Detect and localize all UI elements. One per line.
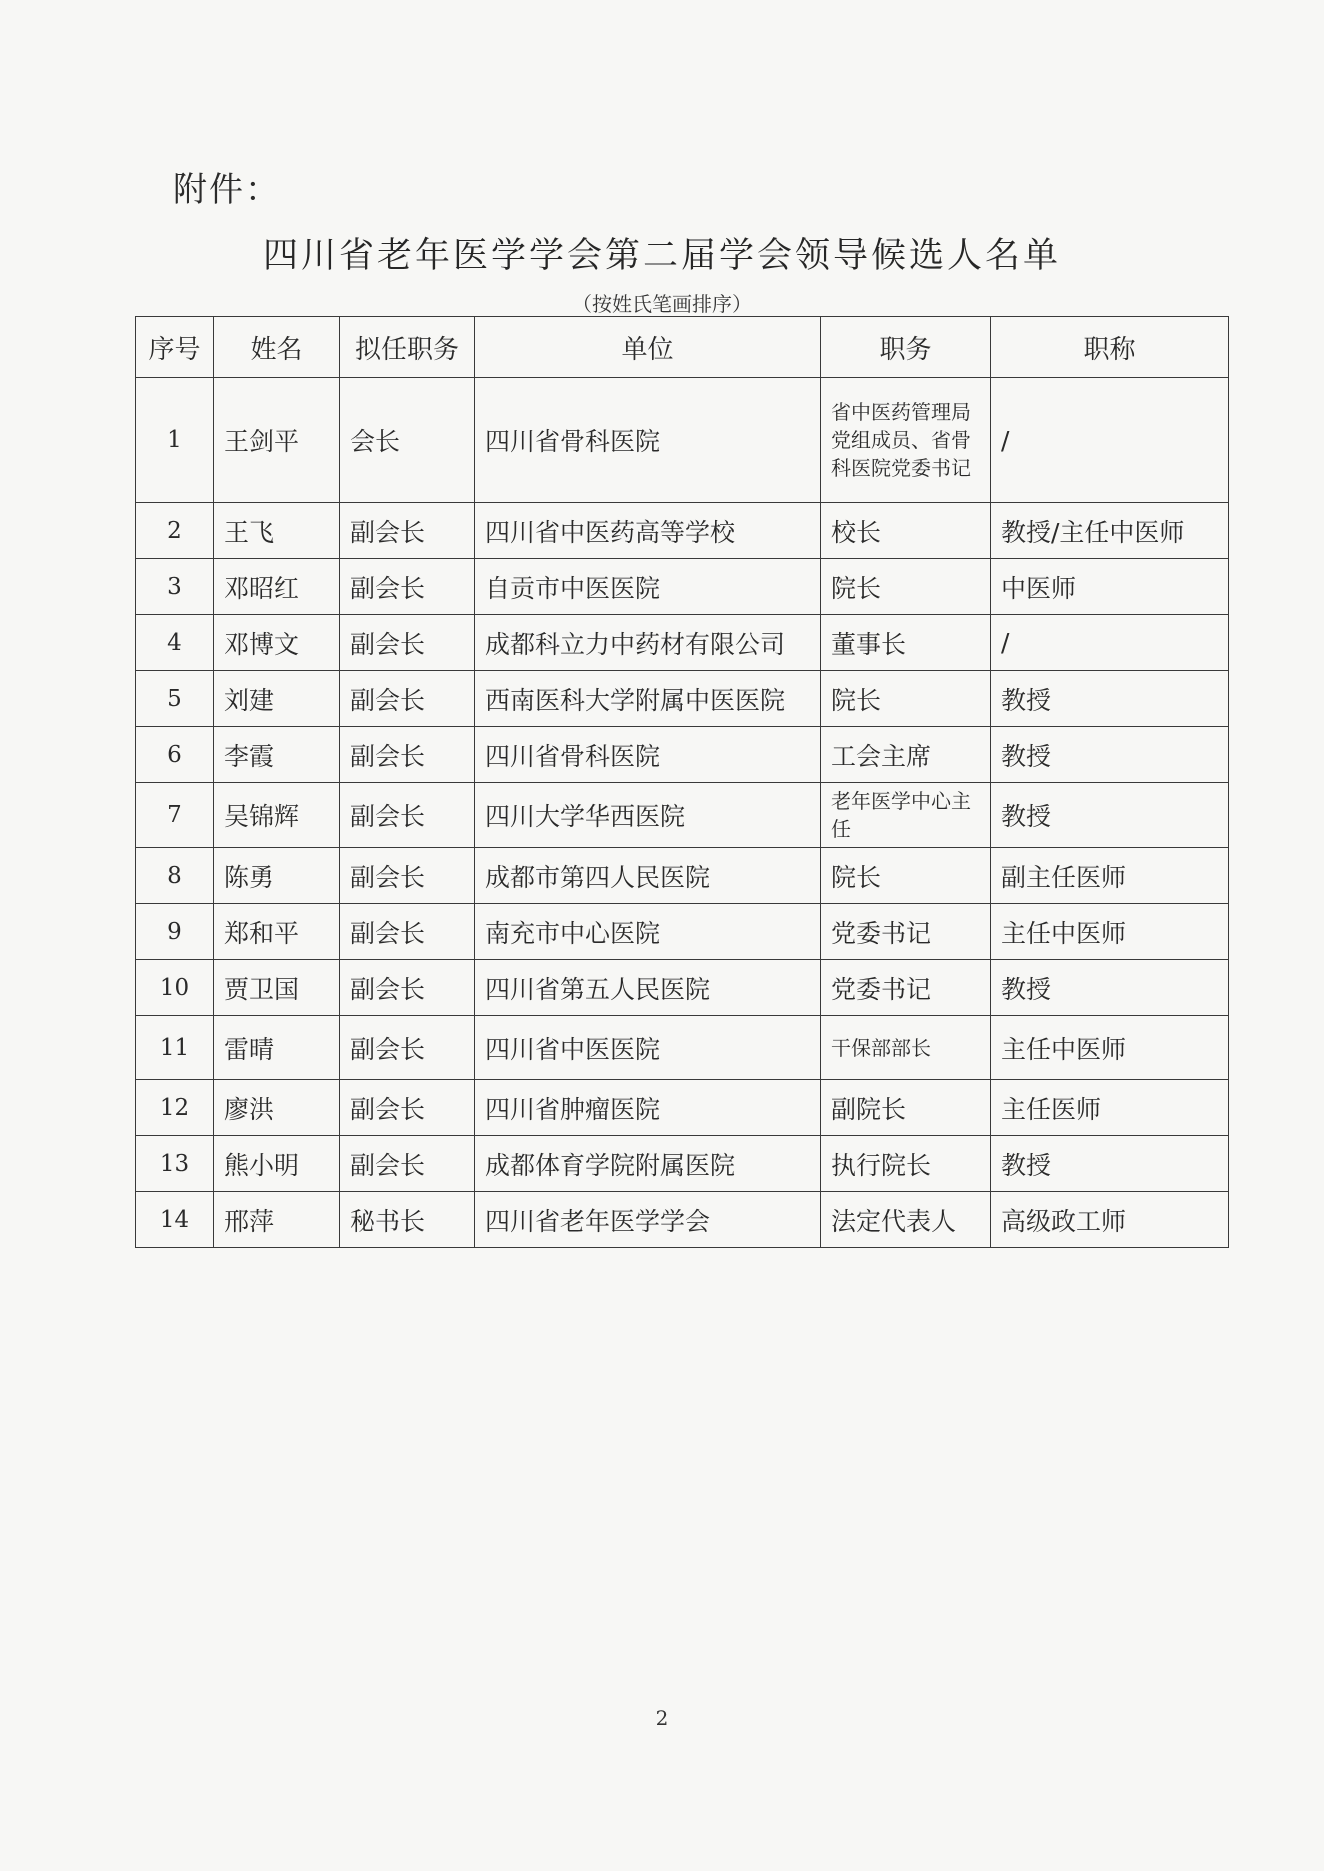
current-position: 董事长: [821, 615, 991, 671]
work-unit: 西南医科大学附属中医医院: [475, 671, 821, 727]
row-number: 9: [136, 904, 214, 960]
professional-title: 教授: [991, 783, 1229, 848]
proposed-role: 副会长: [340, 783, 475, 848]
row-number: 10: [136, 960, 214, 1016]
candidate-table: [135, 316, 1229, 1248]
row-number: 4: [136, 615, 214, 671]
work-unit: 四川省中医药高等学校: [475, 503, 821, 559]
proposed-role: 副会长: [340, 904, 475, 960]
candidate-name: 邓博文: [214, 615, 340, 671]
current-position: 法定代表人: [821, 1192, 991, 1248]
professional-title: 教授: [991, 1136, 1229, 1192]
table-row: [136, 1016, 1229, 1080]
professional-title: 教授: [991, 727, 1229, 783]
proposed-role: 副会长: [340, 503, 475, 559]
professional-title: 高级政工师: [991, 1192, 1229, 1248]
professional-title: 中医师: [991, 559, 1229, 615]
work-unit: 四川省骨科医院: [475, 378, 821, 503]
current-position: 院长: [821, 559, 991, 615]
header-cell: 单位: [475, 317, 821, 378]
table-row: [136, 671, 1229, 727]
candidate-name: 邢萍: [214, 1192, 340, 1248]
table-row: [136, 1192, 1229, 1248]
table-row: [136, 848, 1229, 904]
current-position: 院长: [821, 848, 991, 904]
row-number: 11: [136, 1016, 214, 1080]
page-title: 四川省老年医学学会第二届学会领导候选人名单: [262, 236, 1061, 276]
table-row: [136, 727, 1229, 783]
row-number: 12: [136, 1080, 214, 1136]
candidate-name: 熊小明: [214, 1136, 340, 1192]
proposed-role: 副会长: [340, 1080, 475, 1136]
candidate-name: 刘建: [214, 671, 340, 727]
table-header-row: [136, 317, 1229, 378]
proposed-role: 副会长: [340, 848, 475, 904]
table-row: [136, 615, 1229, 671]
current-position: 省中医药管理局党组成员、省骨科医院党委书记: [821, 378, 991, 503]
proposed-role: 副会长: [340, 727, 475, 783]
candidate-name: 陈勇: [214, 848, 340, 904]
proposed-role: 秘书长: [340, 1192, 475, 1248]
proposed-role: 副会长: [340, 960, 475, 1016]
work-unit: 成都科立力中药材有限公司: [475, 615, 821, 671]
row-number: 14: [136, 1192, 214, 1248]
proposed-role: 副会长: [340, 1016, 475, 1080]
current-position: 老年医学中心主任: [821, 783, 991, 848]
current-position: 干保部部长: [821, 1016, 991, 1080]
current-position: 党委书记: [821, 960, 991, 1016]
current-position: 党委书记: [821, 904, 991, 960]
row-number: 3: [136, 559, 214, 615]
proposed-role: 副会长: [340, 671, 475, 727]
table-row: [136, 378, 1229, 503]
work-unit: 南充市中心医院: [475, 904, 821, 960]
work-unit: 成都市第四人民医院: [475, 848, 821, 904]
row-number: 2: [136, 503, 214, 559]
page-subtitle: （按姓氏笔画排序）: [572, 292, 752, 316]
work-unit: 四川省骨科医院: [475, 727, 821, 783]
current-position: 执行院长: [821, 1136, 991, 1192]
table-row: [136, 783, 1229, 848]
table-row: [136, 904, 1229, 960]
row-number: 5: [136, 671, 214, 727]
professional-title: 教授: [991, 960, 1229, 1016]
work-unit: 四川省中医医院: [475, 1016, 821, 1080]
candidate-name: 李霞: [214, 727, 340, 783]
candidate-name: 雷晴: [214, 1016, 340, 1080]
table-row: [136, 559, 1229, 615]
work-unit: 四川省老年医学学会: [475, 1192, 821, 1248]
candidate-name: 廖洪: [214, 1080, 340, 1136]
current-position: 院长: [821, 671, 991, 727]
work-unit: 成都体育学院附属医院: [475, 1136, 821, 1192]
candidate-name: 贾卫国: [214, 960, 340, 1016]
header-cell: 拟任职务: [340, 317, 475, 378]
professional-title: /: [991, 378, 1229, 503]
row-number: 1: [136, 378, 214, 503]
professional-title: 主任医师: [991, 1080, 1229, 1136]
candidate-name: 邓昭红: [214, 559, 340, 615]
work-unit: 自贡市中医医院: [475, 559, 821, 615]
professional-title: 主任中医师: [991, 904, 1229, 960]
row-number: 8: [136, 848, 214, 904]
header-cell: 职务: [821, 317, 991, 378]
row-number: 7: [136, 783, 214, 848]
header-cell: 姓名: [214, 317, 340, 378]
page-number: 2: [655, 1706, 669, 1730]
table-row: [136, 503, 1229, 559]
work-unit: 四川省第五人民医院: [475, 960, 821, 1016]
proposed-role: 会长: [340, 378, 475, 503]
proposed-role: 副会长: [340, 559, 475, 615]
work-unit: 四川大学华西医院: [475, 783, 821, 848]
candidate-name: 郑和平: [214, 904, 340, 960]
candidate-name: 王飞: [214, 503, 340, 559]
header-cell: 序号: [136, 317, 214, 378]
row-number: 6: [136, 727, 214, 783]
proposed-role: 副会长: [340, 615, 475, 671]
attachment-label: 附件：: [173, 170, 281, 210]
table-row: [136, 1136, 1229, 1192]
current-position: 工会主席: [821, 727, 991, 783]
candidate-name: 王剑平: [214, 378, 340, 503]
proposed-role: 副会长: [340, 1136, 475, 1192]
professional-title: 主任中医师: [991, 1016, 1229, 1080]
professional-title: /: [991, 615, 1229, 671]
header-cell: 职称: [991, 317, 1229, 378]
professional-title: 教授/主任中医师: [991, 503, 1229, 559]
current-position: 校长: [821, 503, 991, 559]
table-row: [136, 960, 1229, 1016]
table-row: [136, 1080, 1229, 1136]
professional-title: 教授: [991, 671, 1229, 727]
row-number: 13: [136, 1136, 214, 1192]
candidate-name: 吴锦辉: [214, 783, 340, 848]
work-unit: 四川省肿瘤医院: [475, 1080, 821, 1136]
professional-title: 副主任医师: [991, 848, 1229, 904]
current-position: 副院长: [821, 1080, 991, 1136]
